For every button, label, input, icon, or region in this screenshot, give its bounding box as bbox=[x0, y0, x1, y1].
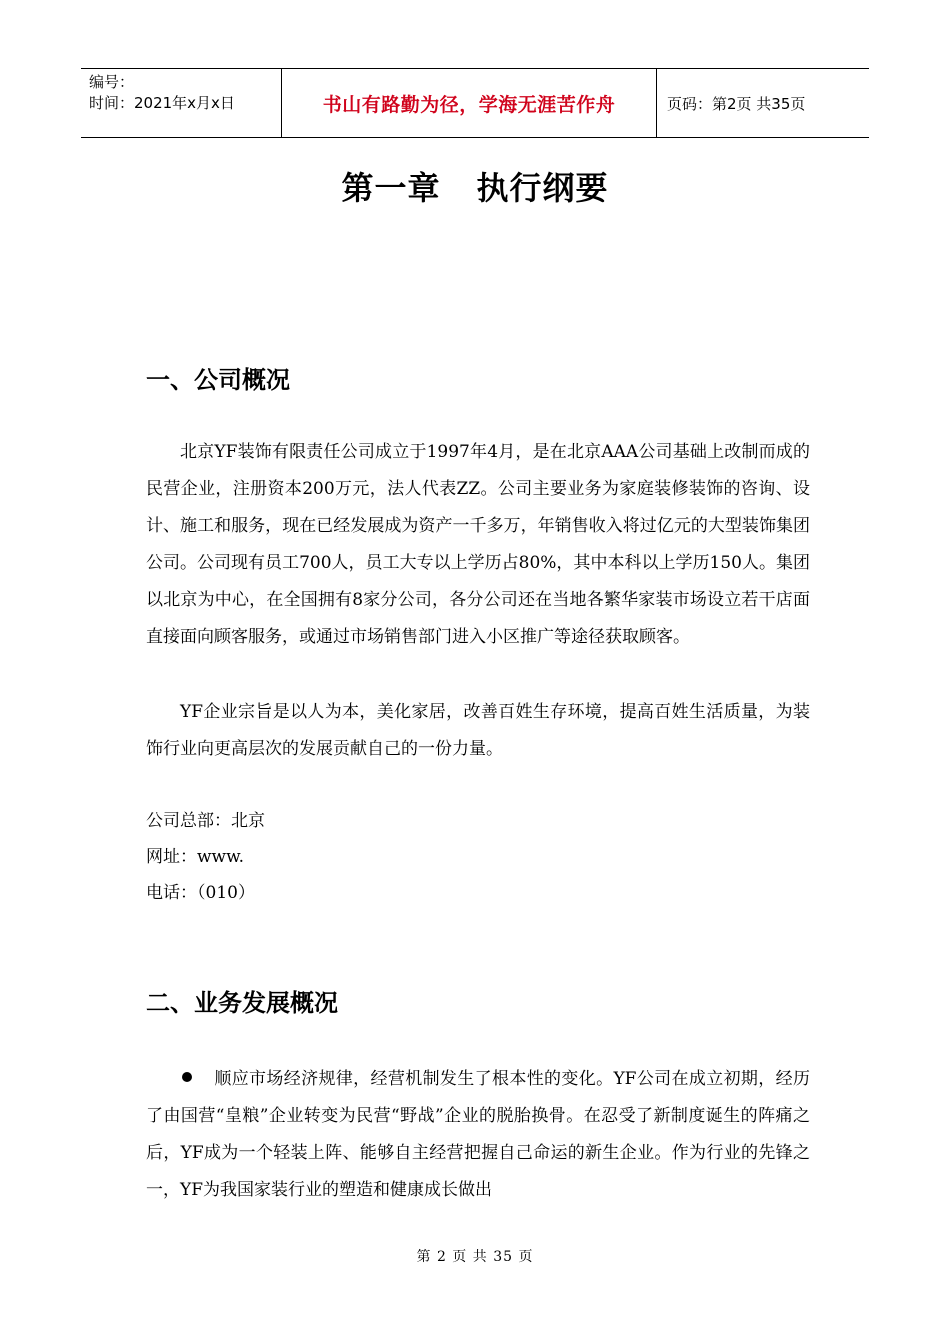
section-title-business: 二、业务发展概况 bbox=[146, 989, 338, 1017]
header-time: 时间：2021年x月x日 bbox=[89, 94, 235, 112]
chapter-name: 执行纲要 bbox=[476, 169, 609, 207]
header-number: 编号： bbox=[89, 73, 135, 91]
section-title-company: 一、公司概况 bbox=[146, 366, 290, 394]
chapter-title bbox=[0, 163, 950, 209]
company-paragraph-1: 北京YF装饰有限责任公司成立于1997年4月，是在北京AAA公司基础上改制而成的民营企业，注册资本200万元，法人代表ZZ。公司主要业务为家庭装修装饰的咨询、设计、施工和服务，现在已经发展成为资产一千多万，年销售收入将过亿元的大型装饰集团公司。公司现有员工700人，员工大专以上学历占80%，其中本科以上学历150人。集团以北京为中心，在全国拥有8家分公司，各分公司还在当地各繁华家装市场设立若干店面直接面向顾客服务，或通过市场销售部门进入小区推广等途径获取顾客。 bbox=[146, 442, 810, 647]
company-website: 网址：www. bbox=[146, 847, 245, 867]
company-phone: 电话：（010） bbox=[146, 883, 255, 903]
page-header bbox=[81, 68, 869, 138]
header-meta bbox=[81, 69, 281, 137]
business-bullet-text: 顺应市场经济规律，经营机制发生了根本性的变化。YF公司在成立初期，经历了由国营“皇粮”企业转变为民营“野战”企业的脱胎换骨。在忍受了新制度诞生的阵痛之后，YF成为一个轻装上阵、能够自主经营把握自己命运的新生企业。作为行业的先锋之一，YF为我国家装行业的塑造和健康成长做出 bbox=[146, 1069, 810, 1200]
company-paragraph-2: YF企业宗旨是以人为本，美化家居，改善百姓生存环境，提高百姓生活质量，为装饰行业向更高层次的发展贡献自己的一份力量。 bbox=[146, 702, 810, 759]
business-bullet-1 bbox=[146, 1061, 810, 1209]
header-motto: 书山有路勤为径，学海无涯苦作舟 bbox=[281, 69, 657, 137]
chapter-number: 第一章 bbox=[341, 169, 441, 207]
header-page-code: 页码：第2页 共35页 bbox=[667, 94, 806, 113]
company-hq: 公司总部：北京 bbox=[146, 811, 265, 831]
bullet-icon bbox=[182, 1072, 192, 1082]
page-footer: 第 2 页 共 35 页 bbox=[416, 1249, 534, 1265]
